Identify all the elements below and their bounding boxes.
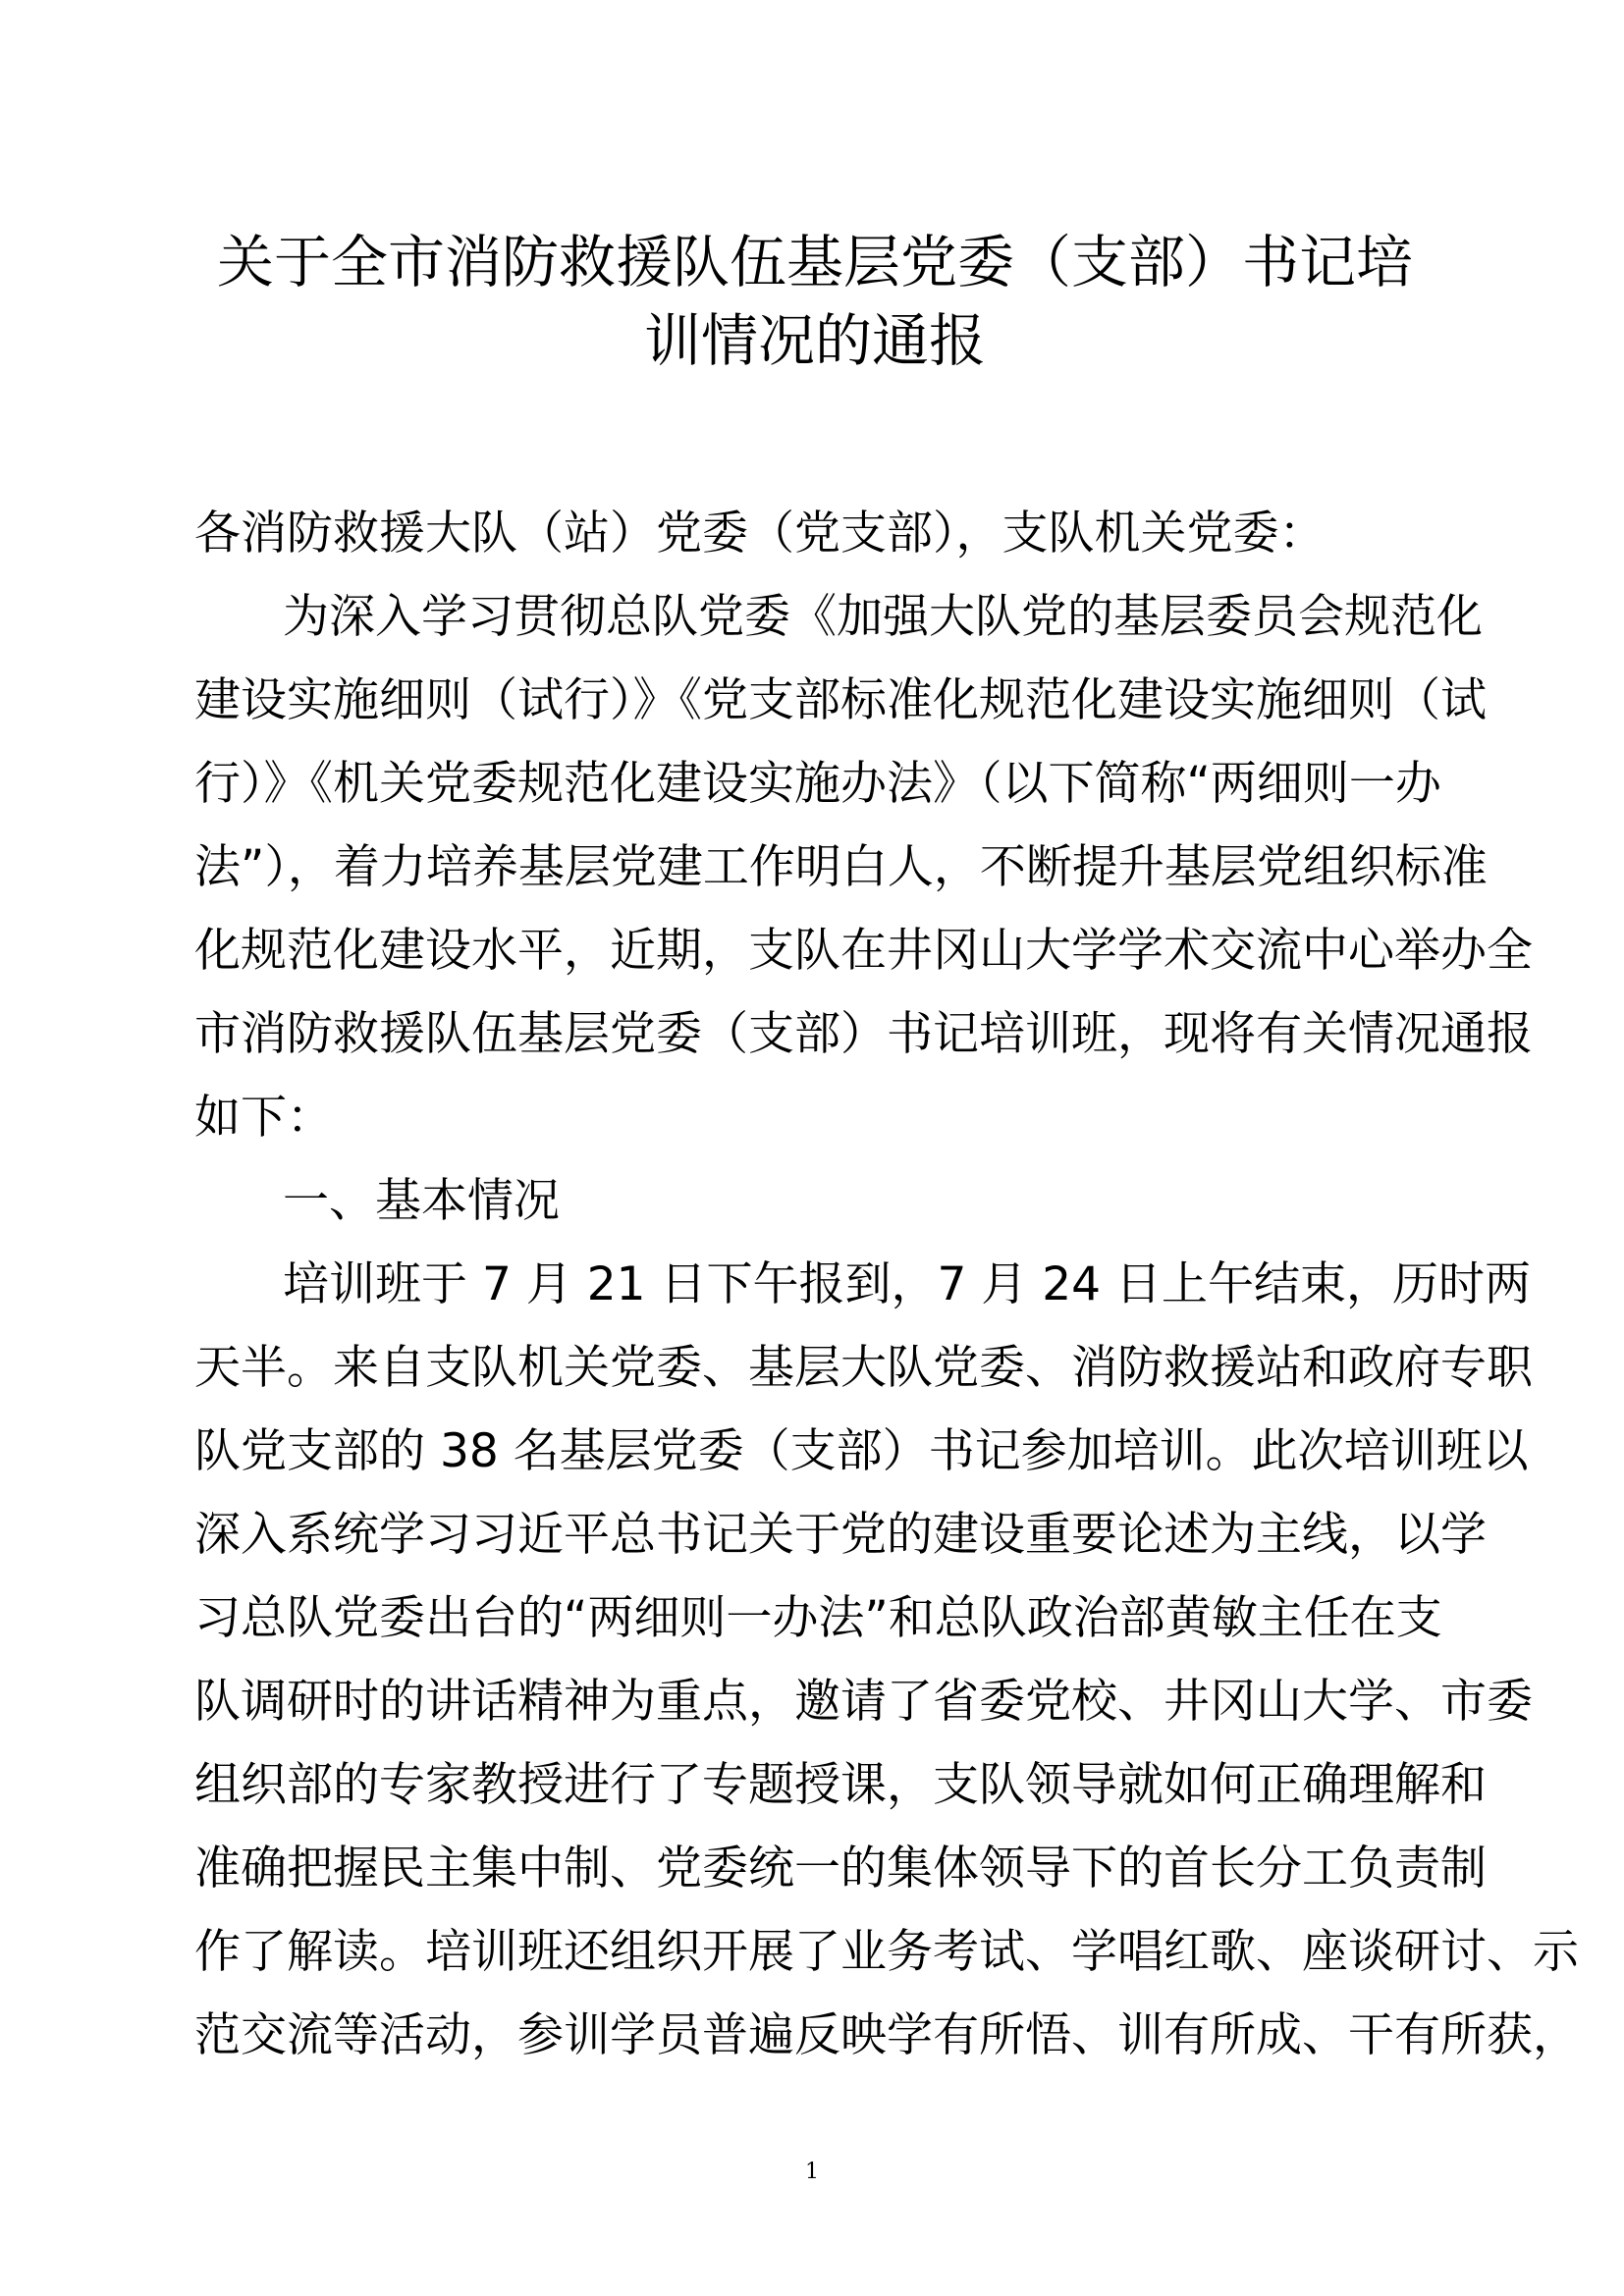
paragraph-2-line-8: 准确把握民主集中制、党委统一的集体领导下的首长分工负责制 (194, 1842, 1487, 1896)
paragraph-1-line-2: 建设实施细则（试行）》《党支部标准化规范化建设实施细则（试 (194, 673, 1487, 727)
document-title-line-2: 训情况的通报 (643, 307, 986, 374)
paragraph-2-line-1: 培训班于 7 月 21 日下午报到，7 月 24 日上午结束，历时两 (283, 1257, 1531, 1311)
document-title-line-1: 关于全市消防救援队伍基层党委（支部）书记培 (216, 229, 1413, 295)
paragraph-1-line-5: 化规范化建设水平，近期，支队在井冈山大学学术交流中心举办全 (194, 924, 1533, 978)
paragraph-1-line-1: 为深入学习贯彻总队党委《加强大队党的基层委员会规范化 (283, 590, 1483, 644)
paragraph-1-line-6: 市消防救援队伍基层党委（支部）书记培训班，现将有关情况通报 (194, 1007, 1533, 1061)
paragraph-2-line-2: 天半。来自支队机关党委、基层大队党委、消防救援站和政府专职 (194, 1341, 1533, 1395)
paragraph-2-line-6: 队调研时的讲话精神为重点，邀请了省委党校、井冈山大学、市委 (194, 1675, 1533, 1729)
paragraph-2-line-4: 深入系统学习习近平总书记关于党的建设重要论述为主线，以学 (194, 1508, 1487, 1562)
paragraph-2-line-5: 习总队党委出台的“两细则一办法”和总队政治部黄敏主任在支 (194, 1591, 1442, 1645)
paragraph-1-line-4: 法”），着力培养基层党建工作明白人，不断提升基层党组织标准 (194, 840, 1488, 894)
paragraph-2-line-10: 范交流等活动，参训学员普遍反映学有所悟、训有所成、干有所获， (194, 2008, 1579, 2062)
salutation: 各消防救援大队（站）党委（党支部），支队机关党委： (194, 507, 1326, 561)
section-heading-basic-info: 一、基本情况 (283, 1174, 560, 1228)
paragraph-2-line-9: 作了解读。培训班还组织开展了业务考试、学唱红歌、座谈研讨、示 (194, 1925, 1579, 1979)
paragraph-2-line-3: 队党支部的 38 名基层党委（支部）书记参加培训。此次培训班以 (194, 1424, 1529, 1478)
paragraph-2-line-7: 组织部的专家教授进行了专题授课，支队领导就如何正确理解和 (194, 1758, 1487, 1812)
page-number: 1 (805, 2160, 819, 2184)
paragraph-1-line-3: 行）》《机关党委规范化建设实施办法》（以下简称“两细则一办 (194, 757, 1441, 811)
paragraph-1-line-7: 如下： (194, 1091, 333, 1145)
